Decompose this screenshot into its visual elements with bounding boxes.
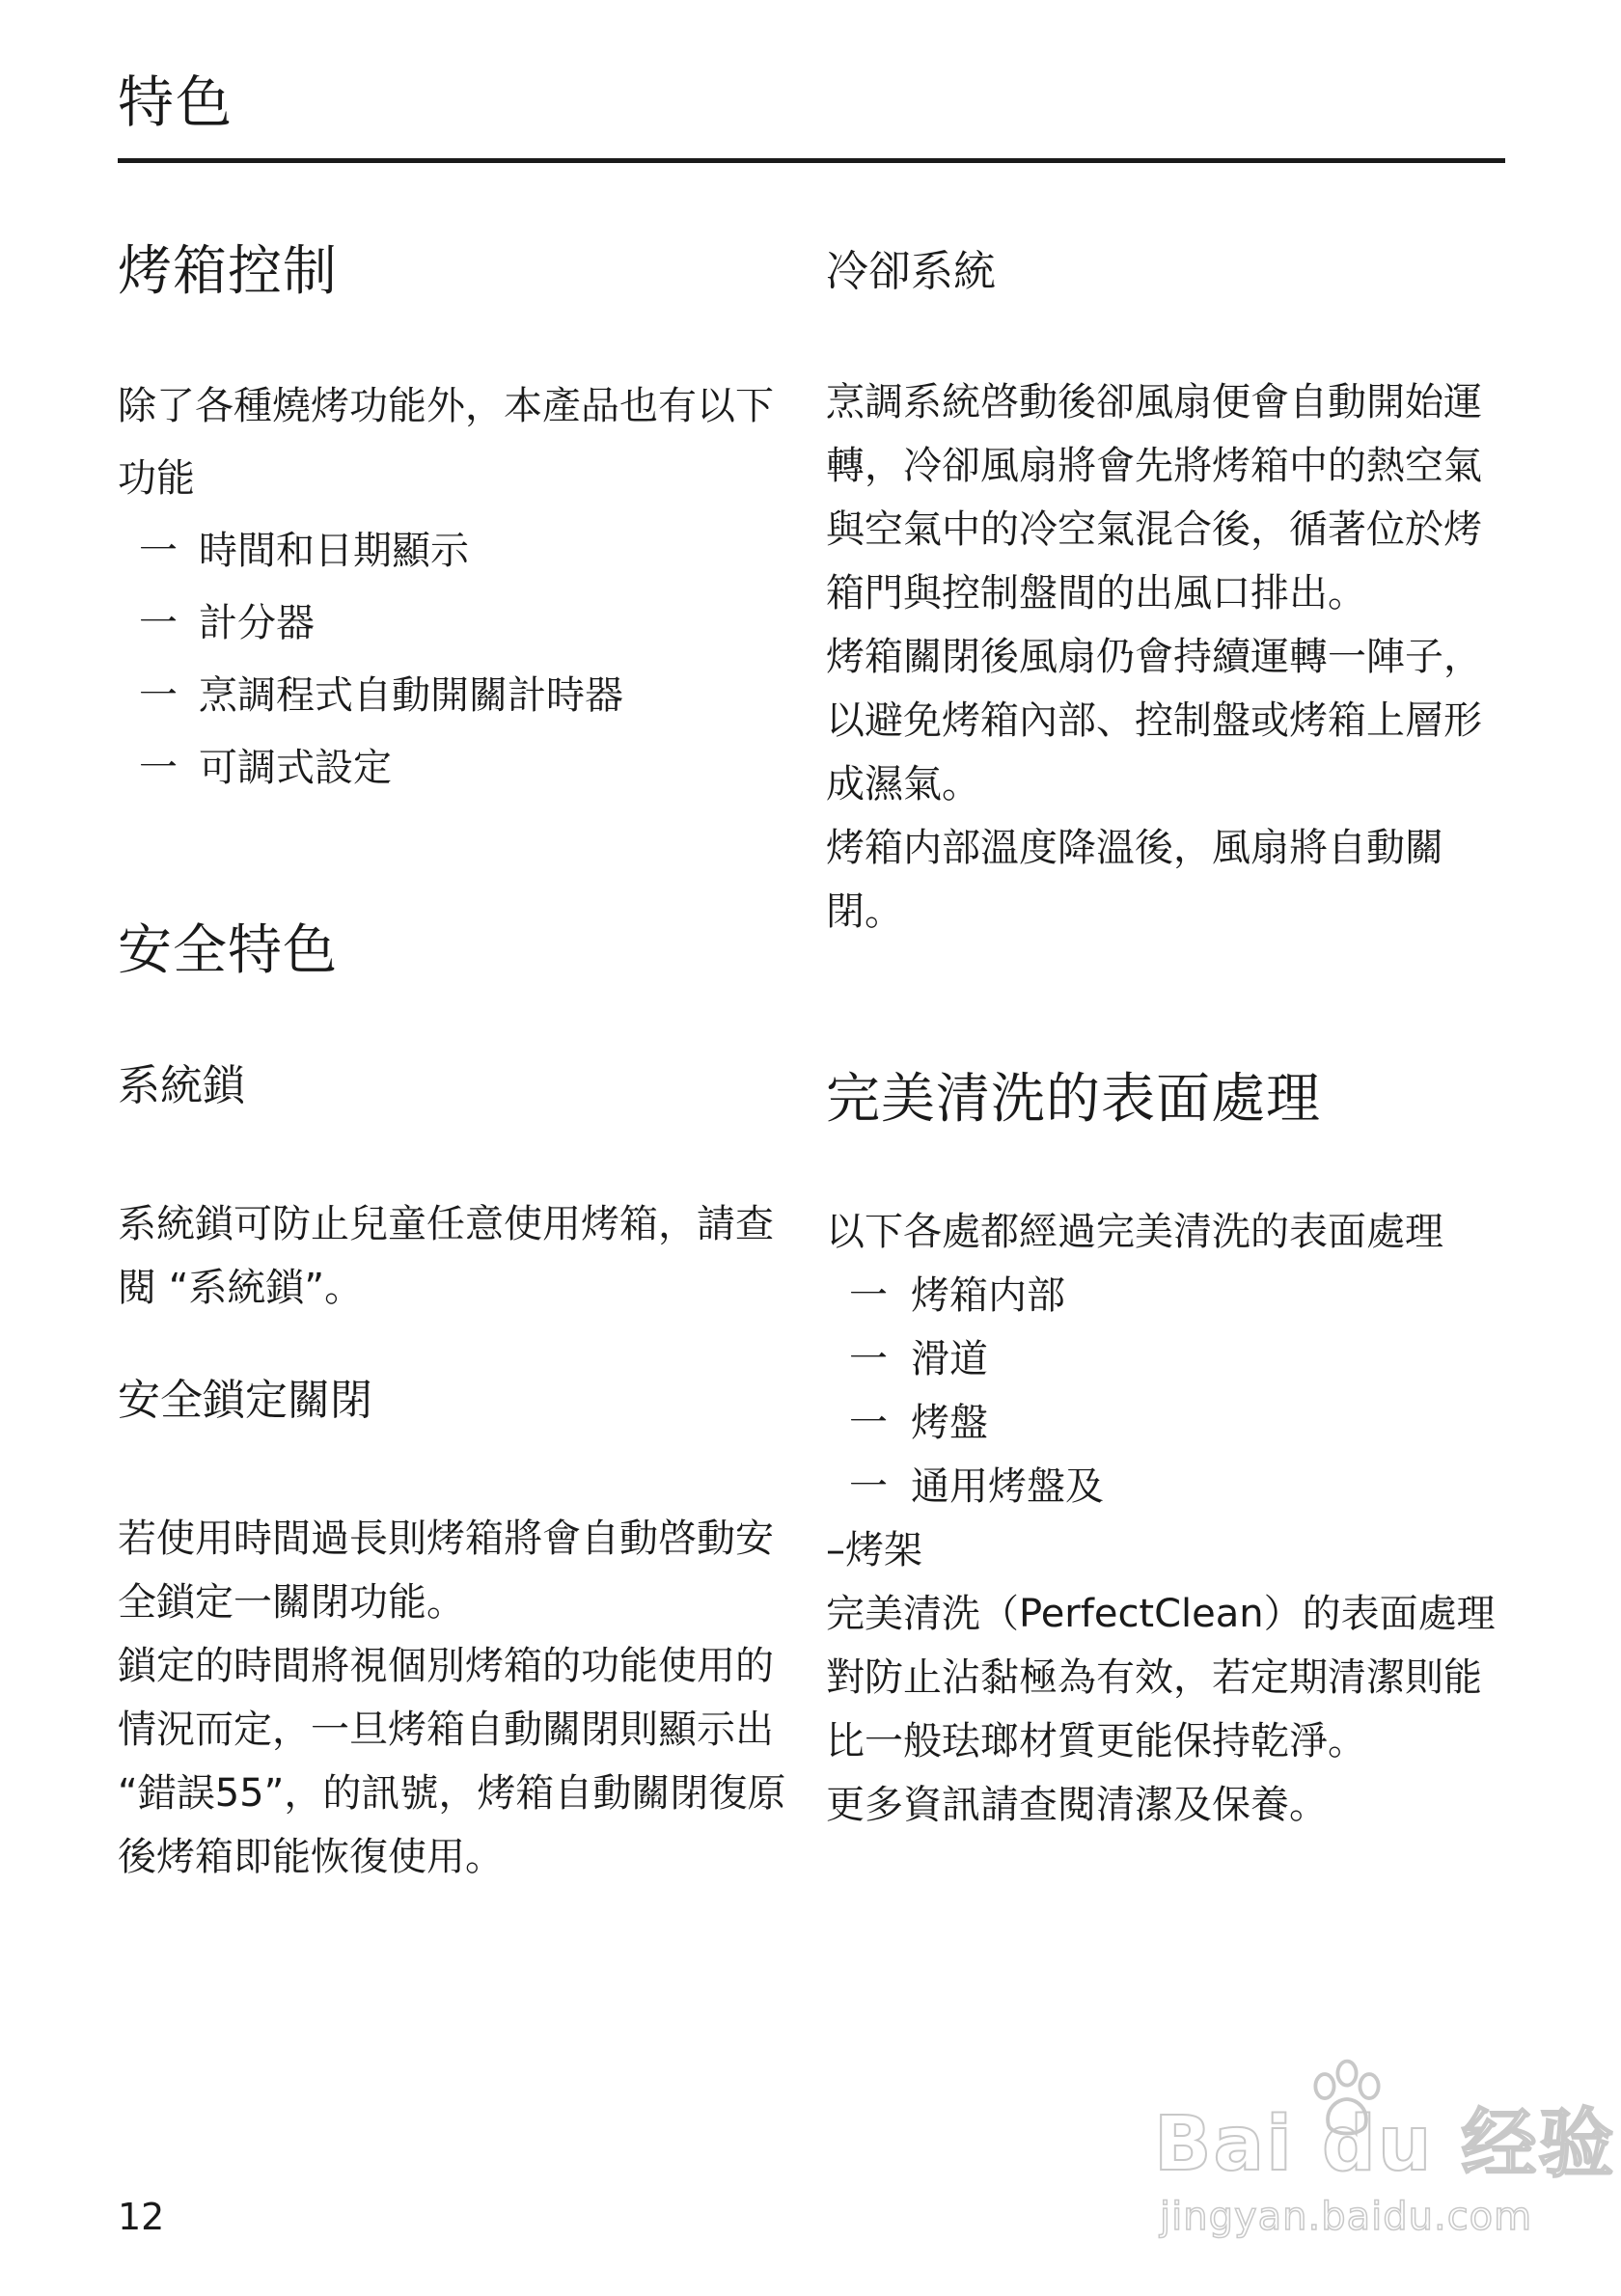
dash-marker: 一 [139, 601, 178, 645]
dash-marker: 一 [849, 1464, 888, 1509]
list-item-text: 計分器 [199, 601, 315, 645]
page-number: 12 [118, 2196, 165, 2238]
oven-control-list [118, 515, 805, 805]
dash-marker: 一 [849, 1401, 888, 1445]
oven-control-body [118, 370, 805, 805]
perfect-clean-list [826, 1264, 1511, 1518]
safety-shutoff-para2: 鎖定的時間將視個別烤箱的功能使用的情況而定，一旦烤箱自動關閉則顯示出 “錯誤55”，的訊號，烤箱自動關閉復原後烤箱即能恢復使用。 [118, 1644, 786, 1879]
cooling-heading: 冷卻系統 [826, 247, 996, 296]
list-item-text: 烤箱内部 [911, 1273, 1065, 1318]
list-item [826, 1264, 1511, 1327]
list-item [118, 588, 805, 660]
list-item-text: 時間和日期顯示 [199, 529, 469, 573]
list-item [118, 660, 805, 732]
dash-marker: 一 [139, 746, 178, 790]
system-lock-text: 系統鎖可防止兒童任意使用烤箱，請查閱 “系統鎖”。 [118, 1202, 774, 1310]
list-item-text: 通用烤盤及 [911, 1464, 1104, 1509]
list-item [118, 732, 805, 805]
system-lock-body [118, 1192, 805, 1320]
list-item-text: 烹調程式自動開關計時器 [199, 673, 623, 718]
perfect-clean-intro: 以下各處都經過完美清洗的表面處理 [826, 1210, 1443, 1254]
cooling-body [826, 370, 1511, 943]
baidu-watermark [1154, 2053, 1616, 2246]
cooling-para1: 烹調系統啓動後卻風扇便會自動開始運轉，冷卻風扇將會先將烤箱中的熱空氣與空氣中的冷空氣混合後，循著位於烤箱門與控制盤間的出風口排出。 [826, 380, 1482, 615]
perfect-clean-para2: 更多資訊請查閱清潔及保養。 [826, 1783, 1328, 1827]
safety-heading: 安全特色 [118, 919, 338, 982]
safety-shutoff-body [118, 1507, 805, 1889]
list-item [118, 515, 805, 588]
dash-marker: 一 [849, 1337, 888, 1381]
perfect-clean-extra-item: –烤架 [826, 1528, 922, 1572]
list-item [826, 1327, 1511, 1391]
system-lock-heading: 系統鎖 [118, 1061, 245, 1110]
perfect-clean-heading: 完美清洗的表面處理 [826, 1068, 1321, 1131]
watermark-brand: Bai du 经验 [1154, 2101, 1616, 2188]
oven-control-heading: 烤箱控制 [118, 240, 338, 303]
dash-marker: 一 [139, 529, 178, 573]
perfect-clean-para1: 完美清洗（PerfectClean）的表面處理對防止沾黏極為有效，若定期清潔則能比一般珐瑯材質更能保持乾淨。 [826, 1592, 1496, 1763]
safety-shutoff-para1: 若使用時間過長則烤箱將會自動啓動安全鎖定一關閉功能。 [118, 1517, 774, 1625]
page-title: 特色 [118, 69, 234, 135]
dash-marker: 一 [849, 1273, 888, 1318]
oven-control-intro: 除了各種燒烤功能外，本產品也有以下功能 [118, 384, 774, 501]
list-item [826, 1455, 1511, 1518]
perfect-clean-body [826, 1200, 1511, 1837]
dash-marker: 一 [139, 673, 178, 718]
list-item [826, 1391, 1511, 1455]
title-divider [118, 158, 1505, 163]
cooling-para3: 烤箱内部溫度降溫後，風扇將自動關閉。 [826, 826, 1443, 934]
cooling-para2: 烤箱關閉後風扇仍會持續運轉一陣子，以避免烤箱內部、控制盤或烤箱上層形成濕氣。 [826, 635, 1482, 806]
list-item-text: 烤盤 [911, 1401, 988, 1445]
list-item-text: 滑道 [911, 1337, 988, 1381]
safety-shutoff-heading: 安全鎖定關閉 [118, 1376, 372, 1425]
list-item-text: 可調式設定 [199, 746, 392, 790]
watermark-url: jingyan.baidu.com [1160, 2195, 1533, 2239]
